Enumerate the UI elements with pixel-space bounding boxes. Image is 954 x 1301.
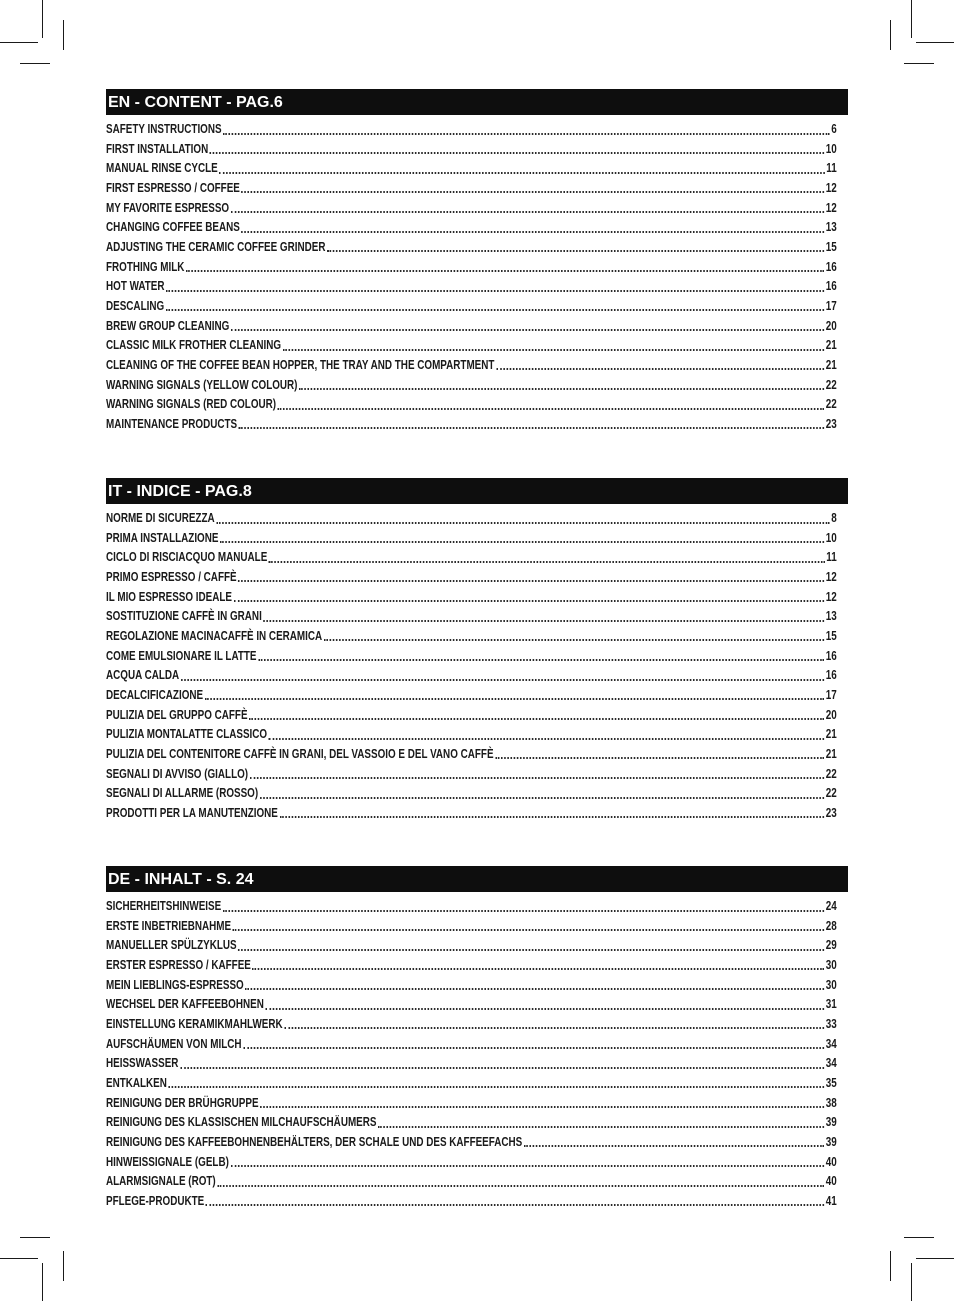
toc-entry-page: 6 bbox=[831, 122, 837, 136]
toc-list bbox=[106, 897, 837, 1212]
section-heading: DE - INHALT - S. 24 bbox=[106, 866, 848, 892]
toc-entry-page: 10 bbox=[825, 530, 837, 545]
toc-entry-title: CICLO DI RISCIACQUO MANUALE bbox=[106, 550, 268, 565]
dot-leader bbox=[234, 600, 825, 602]
dot-leader bbox=[239, 427, 824, 429]
dot-leader bbox=[243, 1047, 824, 1049]
toc-entry-title: ENTKALKEN bbox=[106, 1075, 167, 1090]
toc-entry-page: 17 bbox=[825, 298, 837, 313]
toc-entry-title: EINSTELLUNG KERAMIKMAHLWERK bbox=[106, 1016, 283, 1031]
toc-entry-title: CLASSIC MILK FROTHER CLEANING bbox=[106, 338, 282, 353]
toc-entry-title: SICHERHEITSHINWEISE bbox=[106, 899, 222, 913]
toc-entry-page: 39 bbox=[825, 1115, 837, 1130]
toc-entry bbox=[106, 647, 837, 667]
toc-entry-title: ADJUSTING THE CERAMIC COFFEE GRINDER bbox=[106, 239, 326, 254]
toc-entry bbox=[106, 317, 837, 337]
toc-entry bbox=[106, 956, 837, 976]
section-heading: EN - CONTENT - PAG.6 bbox=[106, 89, 848, 115]
toc-entry bbox=[106, 1074, 837, 1094]
dot-leader bbox=[238, 580, 824, 582]
toc-entry-page: 33 bbox=[825, 1016, 837, 1031]
toc-entry-page: 12 bbox=[825, 200, 837, 215]
toc-entry bbox=[106, 686, 837, 706]
toc-entry-title: REGOLAZIONE MACINACAFFÈ IN CERAMICA bbox=[106, 628, 323, 643]
toc-entry-title: AUFSCHÄUMEN VON MILCH bbox=[106, 1036, 242, 1051]
dot-leader bbox=[217, 1185, 824, 1187]
toc-entry-title: WECHSEL DER KAFFEEBOHNEN bbox=[106, 997, 264, 1012]
toc-entry bbox=[106, 1094, 837, 1114]
dot-leader bbox=[206, 1204, 824, 1206]
toc-entry-page: 20 bbox=[825, 318, 837, 333]
toc-entry-title: MANUELLER SPÜLZYKLUS bbox=[106, 938, 237, 953]
dot-leader bbox=[252, 968, 824, 970]
dot-leader bbox=[250, 777, 825, 779]
crop-mark bbox=[904, 63, 934, 64]
toc-entry-page: 39 bbox=[825, 1134, 837, 1149]
toc-entry-title: ACQUA CALDA bbox=[106, 668, 180, 683]
toc-entry-title: SEGNALI DI ALLARME (ROSSO) bbox=[106, 786, 259, 801]
toc-entry bbox=[106, 356, 837, 376]
toc-section-it bbox=[106, 478, 848, 824]
toc-entry-page: 40 bbox=[825, 1174, 837, 1189]
dot-leader bbox=[219, 172, 824, 174]
toc-entry-page: 22 bbox=[825, 377, 837, 392]
dot-leader bbox=[210, 152, 824, 154]
toc-entry-page: 11 bbox=[826, 550, 837, 565]
toc-entry-title: DECALCIFICAZIONE bbox=[106, 687, 204, 702]
toc-entry-title: BREW GROUP CLEANING bbox=[106, 318, 230, 333]
toc-entry-page: 13 bbox=[825, 220, 837, 235]
toc-entry bbox=[106, 765, 837, 785]
toc-entry-page: 22 bbox=[825, 397, 837, 412]
dot-leader bbox=[231, 329, 824, 331]
dot-leader bbox=[223, 133, 830, 135]
crop-mark bbox=[911, 0, 912, 38]
toc-entry-title: PULIZIA MONTALATTE CLASSICO bbox=[106, 727, 268, 742]
toc-entry-page: 15 bbox=[825, 239, 837, 254]
toc-entry-title: WARNING SIGNALS (YELLOW COLOUR) bbox=[106, 377, 298, 392]
toc-entry-title: SEGNALI DI AVVISO (GIALLO) bbox=[106, 766, 249, 781]
dot-leader bbox=[496, 368, 824, 370]
toc-entry-title: FIRST ESPRESSO / COFFEE bbox=[106, 180, 240, 195]
toc-entry bbox=[106, 1133, 837, 1153]
dot-leader bbox=[230, 1165, 824, 1167]
toc-entry-title: MANUAL RINSE CYCLE bbox=[106, 161, 218, 176]
dot-leader bbox=[279, 816, 824, 818]
toc-entry bbox=[106, 120, 837, 140]
toc-entry bbox=[106, 917, 837, 937]
toc-entry bbox=[106, 1153, 837, 1173]
toc-section-en bbox=[106, 89, 848, 435]
toc-entry bbox=[106, 745, 837, 765]
dot-leader bbox=[180, 1067, 824, 1069]
toc-entry bbox=[106, 976, 837, 996]
toc-entry-page: 16 bbox=[825, 648, 837, 663]
dot-leader bbox=[245, 988, 824, 990]
toc-entry-title: HEISSWASSER bbox=[106, 1056, 179, 1071]
toc-entry bbox=[106, 706, 837, 726]
toc-entry bbox=[106, 238, 837, 258]
toc-entry bbox=[106, 395, 837, 415]
toc-entry-title: ERSTE INBETRIEBNAHME bbox=[106, 918, 232, 933]
toc-entry-title: REINIGUNG DES KAFFEEBOHNENBEHÄLTERS, DER SCHALE UND DES KAFFEEFACHS bbox=[106, 1134, 523, 1149]
toc-entry-page: 30 bbox=[825, 957, 837, 972]
toc-entry-page: 28 bbox=[825, 918, 837, 933]
toc-entry-page: 23 bbox=[825, 416, 837, 431]
toc-entry bbox=[106, 179, 837, 199]
toc-entry-title: COME EMULSIONARE IL LATTE bbox=[106, 648, 257, 663]
toc-entry bbox=[106, 199, 837, 219]
toc-entry bbox=[106, 376, 837, 396]
toc-entry bbox=[106, 1172, 837, 1192]
dot-leader bbox=[283, 349, 825, 351]
toc-entry bbox=[106, 1113, 837, 1133]
dot-leader bbox=[284, 1027, 824, 1029]
crop-mark bbox=[63, 20, 64, 50]
toc-entry-page: 30 bbox=[825, 977, 837, 992]
dot-leader bbox=[260, 1106, 824, 1108]
dot-leader bbox=[495, 757, 824, 759]
toc-entry-page: 17 bbox=[825, 687, 837, 702]
toc-entry-title: REINIGUNG DES KLASSISCHEN MILCHAUFSCHÄUMERS bbox=[106, 1115, 377, 1130]
toc-entry-title: ERSTER ESPRESSO / KAFFEE bbox=[106, 957, 251, 972]
toc-entry bbox=[106, 725, 837, 745]
toc-entry bbox=[106, 936, 837, 956]
toc-entry-page: 12 bbox=[825, 180, 837, 195]
toc-entry-title: REINIGUNG DER BRÜHGRUPPE bbox=[106, 1095, 259, 1110]
toc-entry bbox=[106, 1015, 837, 1035]
toc-entry-page: 20 bbox=[825, 707, 837, 722]
toc-entry-page: 34 bbox=[825, 1036, 837, 1051]
dot-leader bbox=[269, 561, 825, 563]
toc-entry-title: NORME DI SICUREZZA bbox=[106, 511, 215, 525]
dot-leader bbox=[269, 738, 825, 740]
toc-entry bbox=[106, 509, 837, 529]
toc-entry-title: PRIMA INSTALLAZIONE bbox=[106, 530, 219, 545]
toc-entry-title: PRIMO ESPRESSO / CAFFÈ bbox=[106, 569, 237, 584]
toc-entry-title: MEIN LIEBLINGS-ESPRESSO bbox=[106, 977, 244, 992]
toc-section-de bbox=[106, 866, 848, 1212]
toc-entry-title: PULIZIA DEL CONTENITORE CAFFÈ IN GRANI, DEL VASSOIO E DEL VANO CAFFÈ bbox=[106, 746, 494, 761]
toc-entry bbox=[106, 218, 837, 238]
toc-entry-page: 16 bbox=[825, 668, 837, 683]
crop-mark bbox=[916, 1258, 954, 1259]
toc-entry-page: 21 bbox=[825, 746, 837, 761]
toc-entry bbox=[106, 995, 837, 1015]
crop-mark bbox=[42, 0, 43, 38]
toc-entry bbox=[106, 529, 837, 549]
toc-entry bbox=[106, 1054, 837, 1074]
dot-leader bbox=[265, 1008, 824, 1010]
toc-entry bbox=[106, 627, 837, 647]
toc-entry-title: FIRST INSTALLATION bbox=[106, 141, 209, 156]
toc-entry-page: 24 bbox=[825, 899, 837, 913]
toc-entry bbox=[106, 588, 837, 608]
toc-entry-page: 11 bbox=[826, 161, 837, 176]
toc-entry-page: 10 bbox=[825, 141, 837, 156]
toc-entry bbox=[106, 1192, 837, 1212]
toc-entry-page: 21 bbox=[825, 338, 837, 353]
toc-entry-title: MAINTENANCE PRODUCTS bbox=[106, 416, 238, 431]
crop-mark bbox=[890, 1251, 891, 1281]
toc-entry-page: 23 bbox=[825, 805, 837, 820]
toc-entry-page: 13 bbox=[825, 609, 837, 624]
dot-leader bbox=[241, 191, 824, 193]
toc-entry-title: SAFETY INSTRUCTIONS bbox=[106, 122, 222, 136]
toc-entry-title: PRODOTTI PER LA MANUTENZIONE bbox=[106, 805, 278, 820]
toc-entry-title: HOT WATER bbox=[106, 279, 165, 294]
toc-entry-title: FROTHING MILK bbox=[106, 259, 185, 274]
dot-leader bbox=[327, 250, 824, 252]
toc-entry bbox=[106, 568, 837, 588]
crop-mark bbox=[0, 42, 38, 43]
crop-mark bbox=[911, 1263, 912, 1301]
toc-entry bbox=[106, 666, 837, 686]
crop-mark bbox=[916, 42, 954, 43]
dot-leader bbox=[324, 639, 824, 641]
crop-mark bbox=[20, 1237, 50, 1238]
section-heading: IT - INDICE - PAG.8 bbox=[106, 478, 848, 504]
dot-leader bbox=[249, 718, 824, 720]
dot-leader bbox=[216, 522, 829, 524]
dot-leader bbox=[524, 1145, 824, 1147]
toc-entry-title: WARNING SIGNALS (RED COLOUR) bbox=[106, 397, 277, 412]
toc-entry-page: 22 bbox=[825, 766, 837, 781]
toc-entry-page: 29 bbox=[825, 938, 837, 953]
crop-mark bbox=[42, 1263, 43, 1301]
toc-entry bbox=[106, 897, 837, 917]
crop-mark bbox=[890, 20, 891, 50]
toc-entry-page: 35 bbox=[825, 1075, 837, 1090]
toc-entry bbox=[106, 336, 837, 356]
dot-leader bbox=[168, 1086, 824, 1088]
dot-leader bbox=[233, 929, 825, 931]
dot-leader bbox=[378, 1126, 824, 1128]
dot-leader bbox=[220, 541, 824, 543]
toc-entry bbox=[106, 415, 837, 435]
toc-list bbox=[106, 509, 837, 824]
dot-leader bbox=[166, 290, 824, 292]
toc-entry-page: 38 bbox=[825, 1095, 837, 1110]
dot-leader bbox=[186, 270, 824, 272]
dot-leader bbox=[238, 949, 824, 951]
toc-entry-title: IL MIO ESPRESSO IDEALE bbox=[106, 589, 233, 604]
dot-leader bbox=[258, 659, 824, 661]
dot-leader bbox=[263, 620, 824, 622]
toc-entry-title: CLEANING OF THE COFFEE BEAN HOPPER, THE TRAY AND THE COMPARTMENT bbox=[106, 357, 495, 372]
dot-leader bbox=[260, 797, 824, 799]
toc-entry-page: 21 bbox=[825, 727, 837, 742]
toc-entry bbox=[106, 159, 837, 179]
toc-entry-page: 40 bbox=[825, 1154, 837, 1169]
toc-entry-page: 16 bbox=[825, 259, 837, 274]
toc-entry-page: 21 bbox=[825, 357, 837, 372]
toc-entry-page: 22 bbox=[825, 786, 837, 801]
crop-mark bbox=[0, 1258, 38, 1259]
toc-entry-page: 34 bbox=[825, 1056, 837, 1071]
toc-entry-page: 12 bbox=[825, 589, 837, 604]
toc-entry-page: 8 bbox=[831, 511, 837, 525]
toc-entry-title: DESCALING bbox=[106, 298, 165, 313]
toc-entry-title: ALARMSIGNALE (ROT) bbox=[106, 1174, 216, 1189]
toc-entry-page: 41 bbox=[825, 1193, 837, 1208]
crop-mark bbox=[20, 63, 50, 64]
crop-mark bbox=[904, 1237, 934, 1238]
dot-leader bbox=[181, 679, 824, 681]
toc-entry-page: 12 bbox=[825, 569, 837, 584]
dot-leader bbox=[241, 231, 824, 233]
toc-entry bbox=[106, 784, 837, 804]
toc-entry bbox=[106, 258, 837, 278]
dot-leader bbox=[166, 309, 824, 311]
dot-leader bbox=[299, 388, 824, 390]
toc-list bbox=[106, 120, 837, 435]
dot-leader bbox=[205, 698, 824, 700]
toc-entry-title: HINWEISSIGNALE (GELB) bbox=[106, 1154, 229, 1169]
toc-entry bbox=[106, 548, 837, 568]
toc-entry-page: 16 bbox=[825, 279, 837, 294]
dot-leader bbox=[231, 211, 824, 213]
toc-entry bbox=[106, 297, 837, 317]
toc-entry bbox=[106, 804, 837, 824]
toc-entry-title: CHANGING COFFEE BEANS bbox=[106, 220, 240, 235]
toc-entry-title: MY FAVORITE ESPRESSO bbox=[106, 200, 230, 215]
toc-entry bbox=[106, 1035, 837, 1055]
crop-mark bbox=[63, 1251, 64, 1281]
dot-leader bbox=[278, 408, 825, 410]
toc-entry-title: PULIZIA DEL GRUPPO CAFFÈ bbox=[106, 707, 248, 722]
toc-entry-title: PFLEGE-PRODUKTE bbox=[106, 1193, 205, 1208]
toc-entry bbox=[106, 607, 837, 627]
toc-entry-title: SOSTITUZIONE CAFFÈ IN GRANI bbox=[106, 609, 262, 624]
toc-entry-page: 31 bbox=[825, 997, 837, 1012]
toc-entry bbox=[106, 140, 837, 160]
toc-entry-page: 15 bbox=[825, 628, 837, 643]
toc-entry bbox=[106, 277, 837, 297]
dot-leader bbox=[223, 910, 824, 912]
